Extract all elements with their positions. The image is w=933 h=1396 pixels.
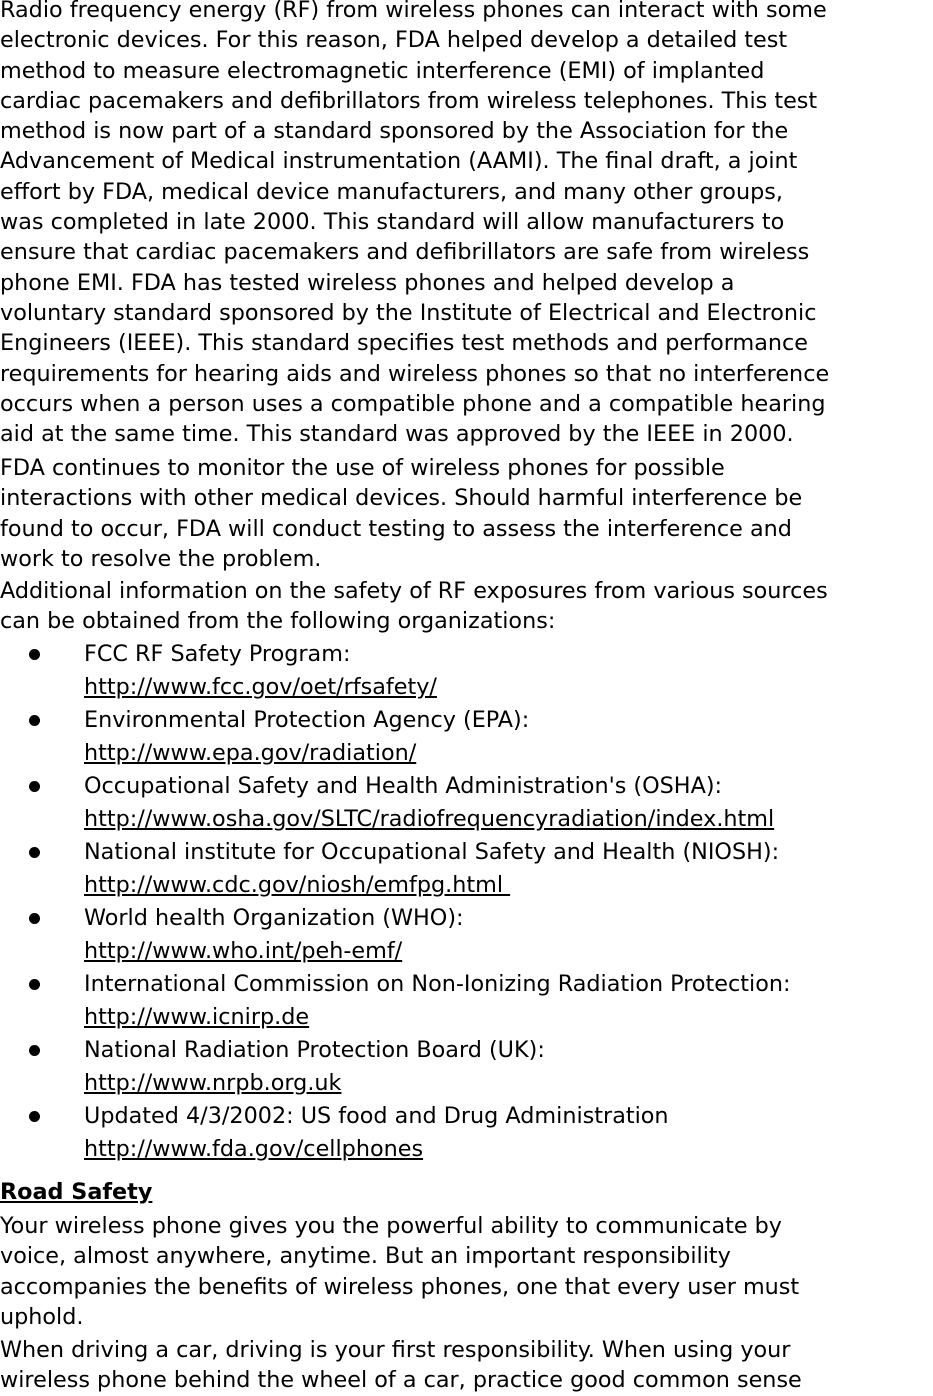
text-line: accompanies the benefits of wireless phones, one that every user must xyxy=(0,1273,800,1300)
text-line: electronic devices. For this reason, FDA helped develop a detailed test xyxy=(0,27,788,54)
bullet-icon xyxy=(29,715,40,726)
paragraph-road-safety-intro xyxy=(0,1211,799,1332)
text-line: cardiac pacemakers and defibrillators from wireless telephones. This test xyxy=(0,87,818,114)
text-line: effort by FDA, medical device manufacturers, and many other groups, xyxy=(0,178,783,205)
text-line: FDA continues to monitor the use of wireless phones for possible xyxy=(0,455,725,481)
paragraph-road-safety-driving xyxy=(0,1335,802,1396)
text-line: method is now part of a standard sponsored by the Association for the xyxy=(0,118,789,145)
paragraph-fda-monitoring xyxy=(0,453,802,574)
bullet-icon xyxy=(29,1111,40,1122)
organization-name: National Radiation Protection Board (UK): xyxy=(84,1037,545,1063)
text-line: found to occur, FDA will conduct testing to assess the interference and xyxy=(0,515,792,542)
text-line: can be obtained from the following organizations: xyxy=(0,608,556,635)
organization-link[interactable]: http://www.who.int/peh-emf/ xyxy=(84,938,403,964)
text-line: interactions with other medical devices. Should harmful interference be xyxy=(0,485,803,512)
organization-link[interactable]: http://www.fda.gov/cellphones xyxy=(84,1136,424,1162)
text-line: Advancement of Medical instrumentation (AAMI). The final draft, a joint xyxy=(0,148,798,175)
text-line: wireless phone behind the wheel of a car, practice good common sense xyxy=(0,1367,802,1394)
organization-link[interactable]: http://www.nrpb.org.uk xyxy=(84,1070,342,1096)
text-line: occurs when a person uses a compatible phone and a compatible hearing xyxy=(0,390,826,417)
bullet-icon xyxy=(29,1045,40,1056)
text-line: voice, almost anywhere, anytime. But an important responsibility xyxy=(0,1243,731,1270)
text-line: work to resolve the problem. xyxy=(0,545,322,572)
organization-link[interactable]: http://www.cdc.gov/niosh/emfpg.html xyxy=(84,872,511,898)
organization-link[interactable]: http://www.icnirp.de xyxy=(84,1004,310,1030)
organization-name: National institute for Occupational Safety and Health (NIOSH): xyxy=(84,839,780,865)
text-line: Radio frequency energy (RF) from wireless phones can interact with some xyxy=(0,0,827,23)
section-heading-road-safety: Road Safety xyxy=(0,1179,153,1205)
bullet-icon xyxy=(29,781,40,792)
organization-name: Updated 4/3/2002: US food and Drug Administration xyxy=(84,1103,669,1129)
organization-link[interactable]: http://www.epa.gov/radiation/ xyxy=(84,740,417,766)
bullet-icon xyxy=(29,913,40,924)
text-line: ensure that cardiac pacemakers and defibrillators are safe from wireless xyxy=(0,239,810,266)
text-line: uphold. xyxy=(0,1303,84,1330)
text-line: method to measure electromagnetic interference (EMI) of implanted xyxy=(0,57,765,84)
bullet-icon xyxy=(29,979,40,990)
paragraph-emi-standards xyxy=(0,0,829,449)
text-line: Additional information on the safety of RF exposures from various sources xyxy=(0,578,828,604)
organization-link[interactable]: http://www.fcc.gov/oet/rfsafety/ xyxy=(84,674,437,700)
text-line: Your wireless phone gives you the powerful ability to communicate by xyxy=(0,1213,783,1239)
organization-name: World health Organization (WHO): xyxy=(84,905,464,931)
text-line: When driving a car, driving is your first responsibility. When using your xyxy=(0,1337,791,1363)
text-line: phone EMI. FDA has tested wireless phones and helped develop a xyxy=(0,269,735,296)
organization-link[interactable]: http://www.osha.gov/SLTC/radiofrequencyradiation/index.html xyxy=(84,806,775,832)
organization-name: International Commission on Non-Ionizing Radiation Protection: xyxy=(84,971,791,997)
text-line: Engineers (IEEE). This standard specifies test methods and performance xyxy=(0,330,809,357)
text-line: requirements for hearing aids and wireless phones so that no interference xyxy=(0,360,830,387)
paragraph-additional-info xyxy=(0,576,828,637)
bullet-icon xyxy=(29,847,40,858)
text-line: voluntary standard sponsored by the Institute of Electrical and Electronic xyxy=(0,299,817,326)
organization-name: FCC RF Safety Program: xyxy=(84,641,351,667)
organization-name: Occupational Safety and Health Administration's (OSHA): xyxy=(84,773,723,799)
text-line: aid at the same time. This standard was approved by the IEEE in 2000. xyxy=(0,421,794,448)
organization-name: Environmental Protection Agency (EPA): xyxy=(84,707,530,733)
bullet-icon xyxy=(29,649,40,660)
text-line: was completed in late 2000. This standard will allow manufacturers to xyxy=(0,209,785,236)
